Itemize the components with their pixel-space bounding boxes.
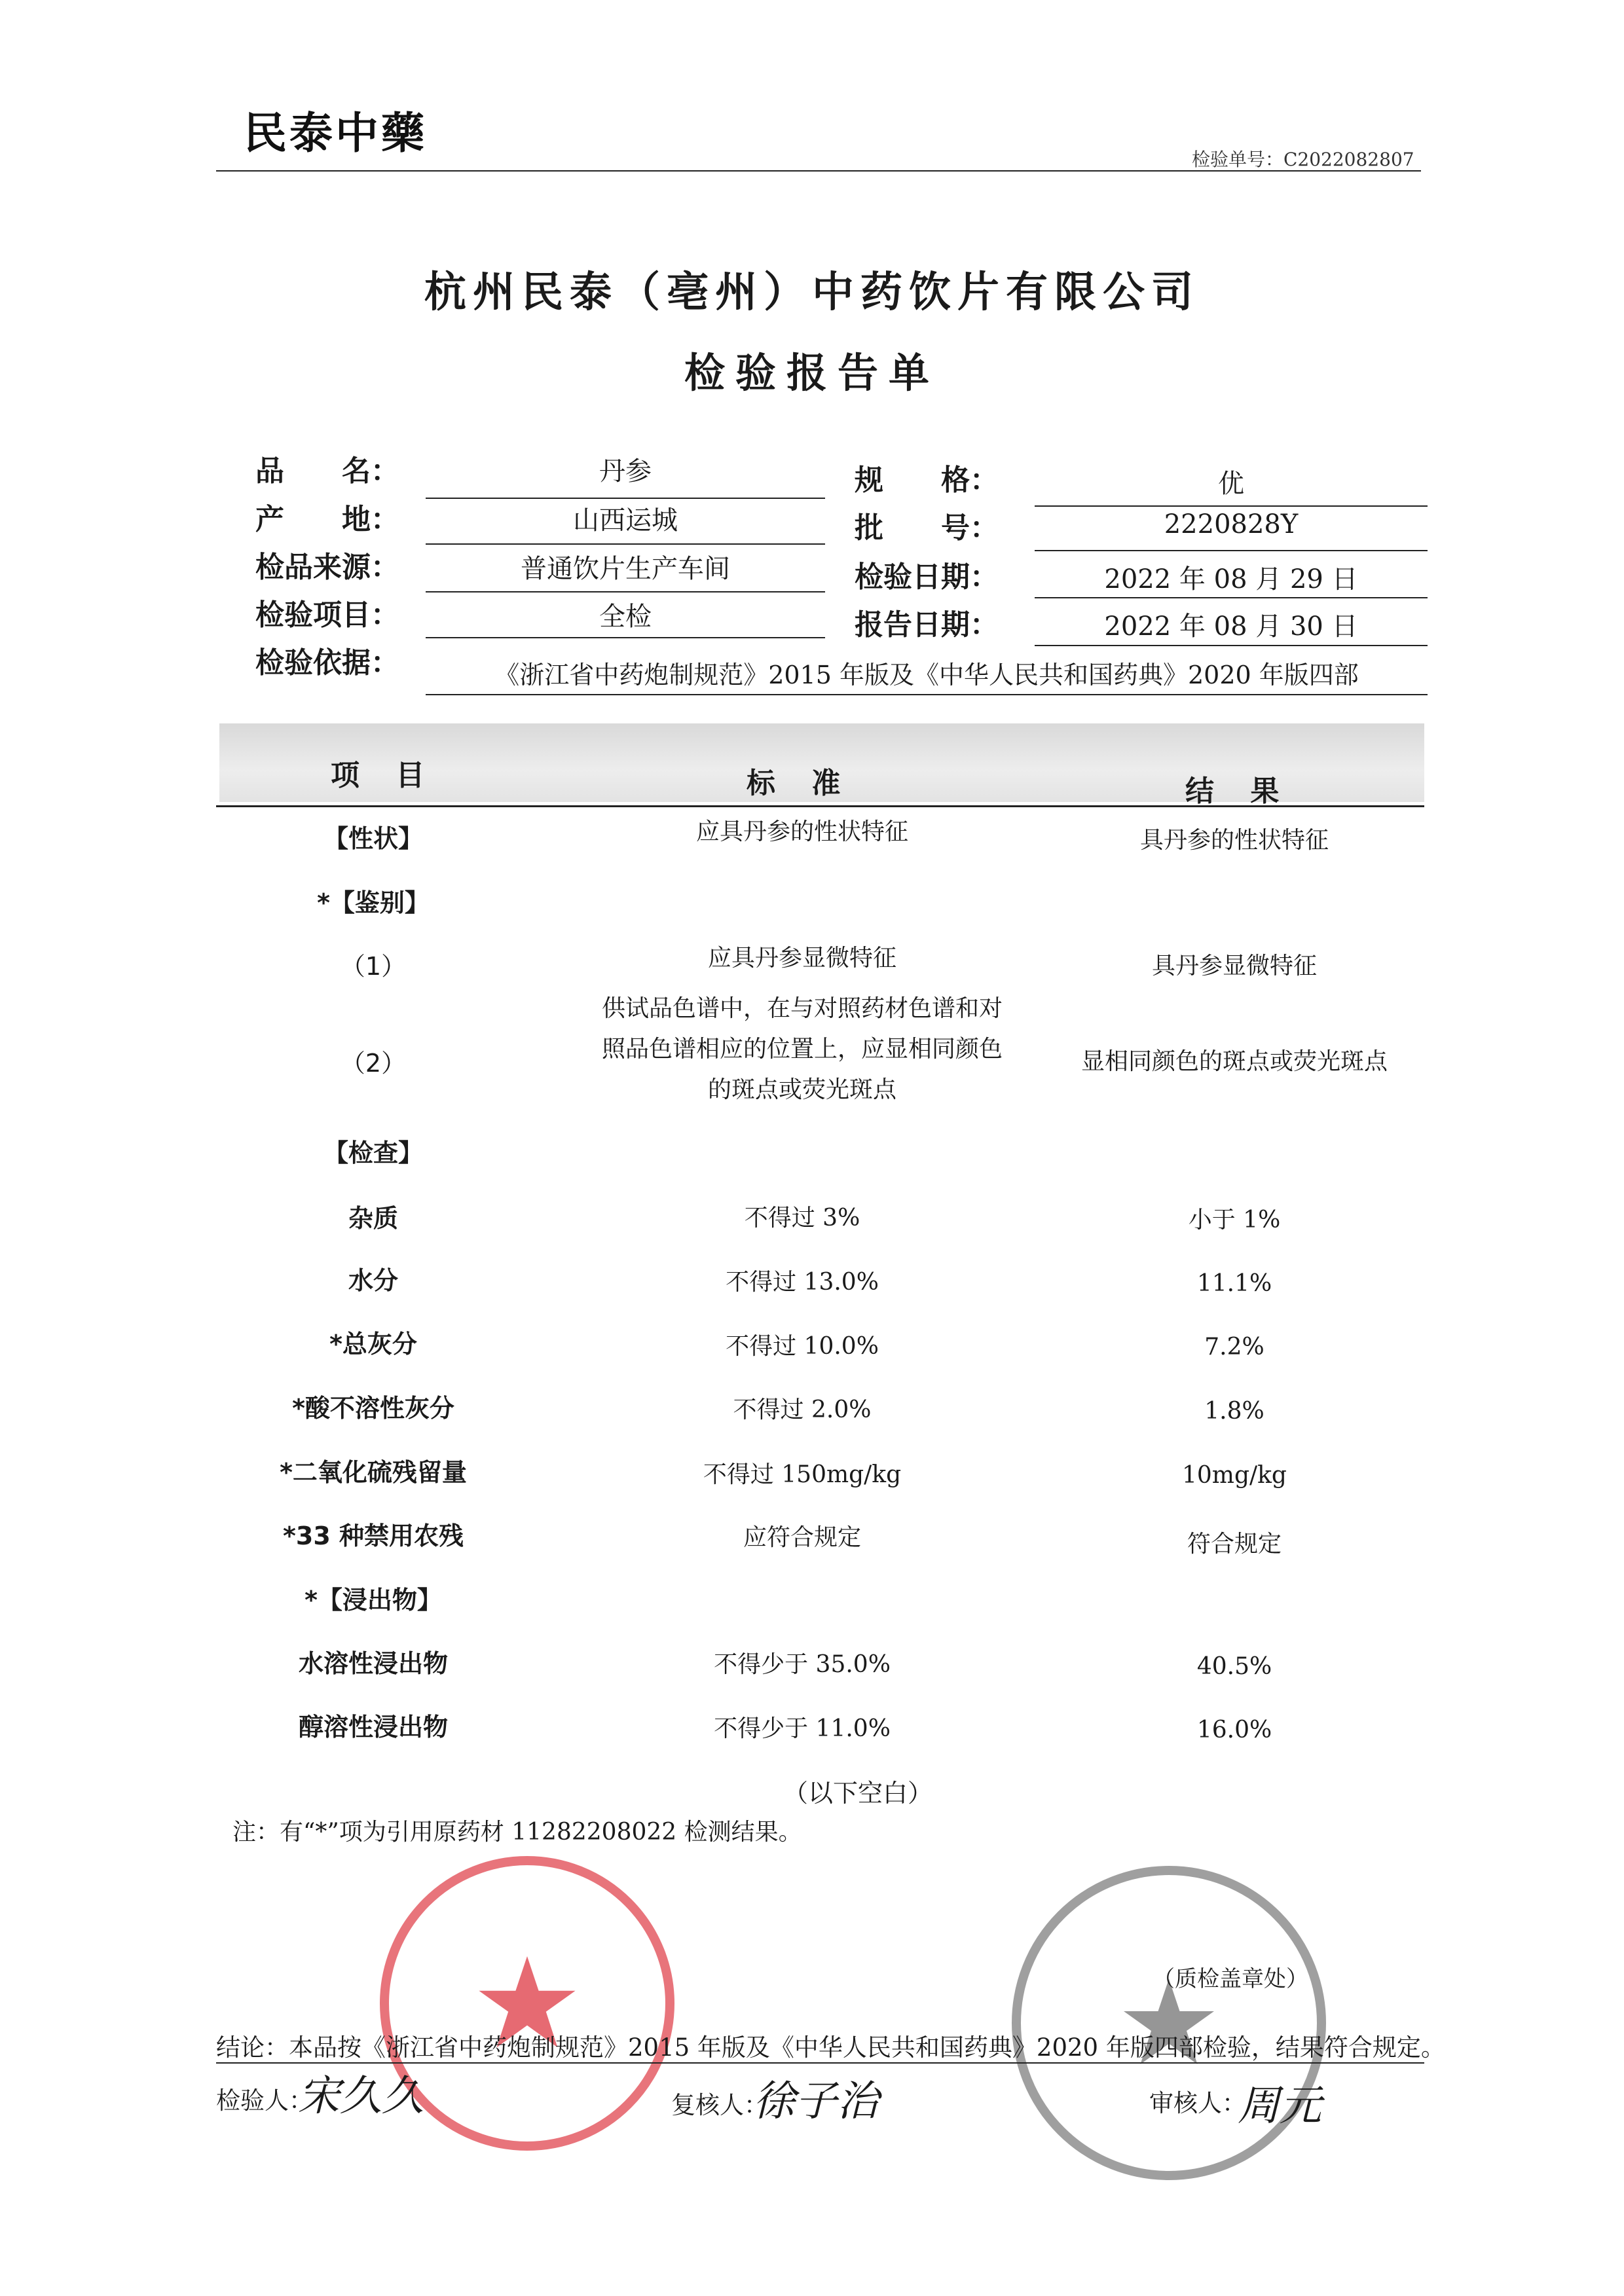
reviewer-label: 复核人： xyxy=(671,2091,768,2119)
stamp-placeholder-label: （质检盖章处） xyxy=(1153,1966,1308,1992)
row-standard: 应符合规定 xyxy=(743,1524,861,1551)
row-item: *总灰分 xyxy=(329,1330,417,1358)
header-result: 结 果 xyxy=(1185,774,1293,808)
label-origin: 产 地： xyxy=(255,503,399,536)
label-product-name: 品 名： xyxy=(255,454,399,488)
row-result: 1.8% xyxy=(1204,1398,1264,1425)
value-test-item: 全检 xyxy=(599,602,652,632)
standard-line: 的斑点或荧光斑点 xyxy=(707,1076,896,1103)
row-result: 符合规定 xyxy=(1187,1531,1282,1558)
header-divider xyxy=(216,170,1421,172)
row-standard: 不得过 2.0% xyxy=(733,1396,872,1423)
row-standard: 不得少于 35.0% xyxy=(714,1651,891,1678)
underline xyxy=(426,591,825,592)
value-test-date: 2022 年 08 月 29 日 xyxy=(1104,564,1358,594)
approver-label: 审核人： xyxy=(1149,2089,1246,2117)
underline xyxy=(1035,645,1428,646)
row-item: *【浸出物】 xyxy=(304,1586,442,1614)
conclusion: 结论：本品按《浙江省中药炮制规范》2015 年版及《中华人民共和国药典》2020 年版四部检验，结果符合规定。 xyxy=(216,2033,1445,2062)
row-standard: 不得过 13.0% xyxy=(726,1269,879,1296)
row-standard: 不得过 10.0% xyxy=(726,1333,879,1360)
row-item: 水分 xyxy=(348,1266,398,1295)
footnote: 注：有“*”项为引用原药材 11282208022 检测结果。 xyxy=(232,1819,802,1846)
row-item: 【检查】 xyxy=(323,1139,423,1167)
row-standard: 不得过 150mg/kg xyxy=(703,1461,902,1488)
underline xyxy=(426,637,825,638)
row-result: 7.2% xyxy=(1204,1334,1264,1360)
row-item: （1） xyxy=(340,952,407,981)
label-source: 检品来源： xyxy=(255,551,399,584)
row-standard: 应具丹参的性状特征 xyxy=(695,818,908,845)
value-report-date: 2022 年 08 月 30 日 xyxy=(1104,611,1358,642)
underline xyxy=(1035,550,1428,551)
label-test-date: 检验日期： xyxy=(855,560,999,594)
row-item: *【鉴别】 xyxy=(317,888,430,917)
underline xyxy=(1035,505,1428,507)
row-item: （2） xyxy=(340,1049,407,1078)
row-result: 10mg/kg xyxy=(1182,1462,1287,1489)
underline xyxy=(1035,597,1428,598)
underline xyxy=(426,498,825,499)
standard-line: 供试品色谱中，在与对照药材色谱和对 xyxy=(601,995,1003,1022)
label-test-item: 检验项目： xyxy=(255,598,399,632)
underline xyxy=(426,543,825,545)
label-batch: 批 号： xyxy=(855,511,999,545)
value-origin: 山西运城 xyxy=(573,505,678,536)
inspector-signature: 宋久久 xyxy=(298,2072,424,2121)
value-batch: 2220828Y xyxy=(1164,509,1299,539)
blank-below-note: （以下空白） xyxy=(783,1779,932,1808)
row-result: 小于 1% xyxy=(1188,1207,1281,1233)
value-product-name: 丹参 xyxy=(599,456,652,486)
value-source: 普通饮片生产车间 xyxy=(521,554,730,584)
row-standard: 应具丹参显微特征 xyxy=(707,945,896,972)
red-company-seal xyxy=(380,1856,674,2151)
underline xyxy=(426,694,1428,695)
row-result: 显相同颜色的斑点或荧光斑点 xyxy=(1080,1048,1388,1075)
company-name: 杭州民泰（亳州）中药饮片有限公司 xyxy=(424,268,1200,317)
label-spec: 规 格： xyxy=(855,464,999,497)
row-result: 40.5% xyxy=(1196,1653,1272,1680)
inspector-label: 检验人： xyxy=(216,2086,313,2115)
gray-inspection-seal xyxy=(1012,1866,1326,2180)
row-item: *二氧化硫残留量 xyxy=(280,1458,467,1487)
row-item: 杂质 xyxy=(348,1204,398,1233)
row-standard: 不得少于 11.0% xyxy=(714,1715,891,1742)
report-number: 检验单号：C2022082807 xyxy=(1192,149,1414,170)
row-result: 16.0% xyxy=(1196,1717,1272,1743)
row-result: 具丹参显微特征 xyxy=(1151,953,1317,979)
header-item: 项 目 xyxy=(331,759,438,792)
header-standard: 标 准 xyxy=(747,767,854,800)
standard-line: 照品色谱相应的位置上，应显相同颜色 xyxy=(601,1036,1003,1063)
company-logo: 民泰中藥 xyxy=(244,107,427,158)
label-report-date: 报告日期： xyxy=(855,608,999,642)
value-spec: 优 xyxy=(1218,469,1244,499)
approver-signature: 周元 xyxy=(1238,2082,1321,2130)
row-result: 具丹参的性状特征 xyxy=(1139,827,1329,854)
value-basis: 《浙江省中药炮制规范》2015 年版及《中华人民共和国药典》2020 年版四部 xyxy=(494,661,1359,689)
row-standard-multiline xyxy=(599,989,1005,1110)
row-item: 水溶性浸出物 xyxy=(298,1649,448,1678)
label-basis: 检验依据： xyxy=(255,646,399,680)
table-header-rule xyxy=(216,805,1424,807)
row-item: *33 种禁用农残 xyxy=(283,1522,464,1550)
row-item: 【性状】 xyxy=(323,824,423,853)
row-result: 11.1% xyxy=(1196,1270,1272,1297)
reviewer-signature: 徐子治 xyxy=(753,2077,879,2126)
row-item: *酸不溶性灰分 xyxy=(292,1394,454,1423)
page-title: 检验报告单 xyxy=(684,349,940,397)
row-standard: 不得过 3% xyxy=(744,1205,860,1231)
row-item: 醇溶性浸出物 xyxy=(298,1713,448,1741)
